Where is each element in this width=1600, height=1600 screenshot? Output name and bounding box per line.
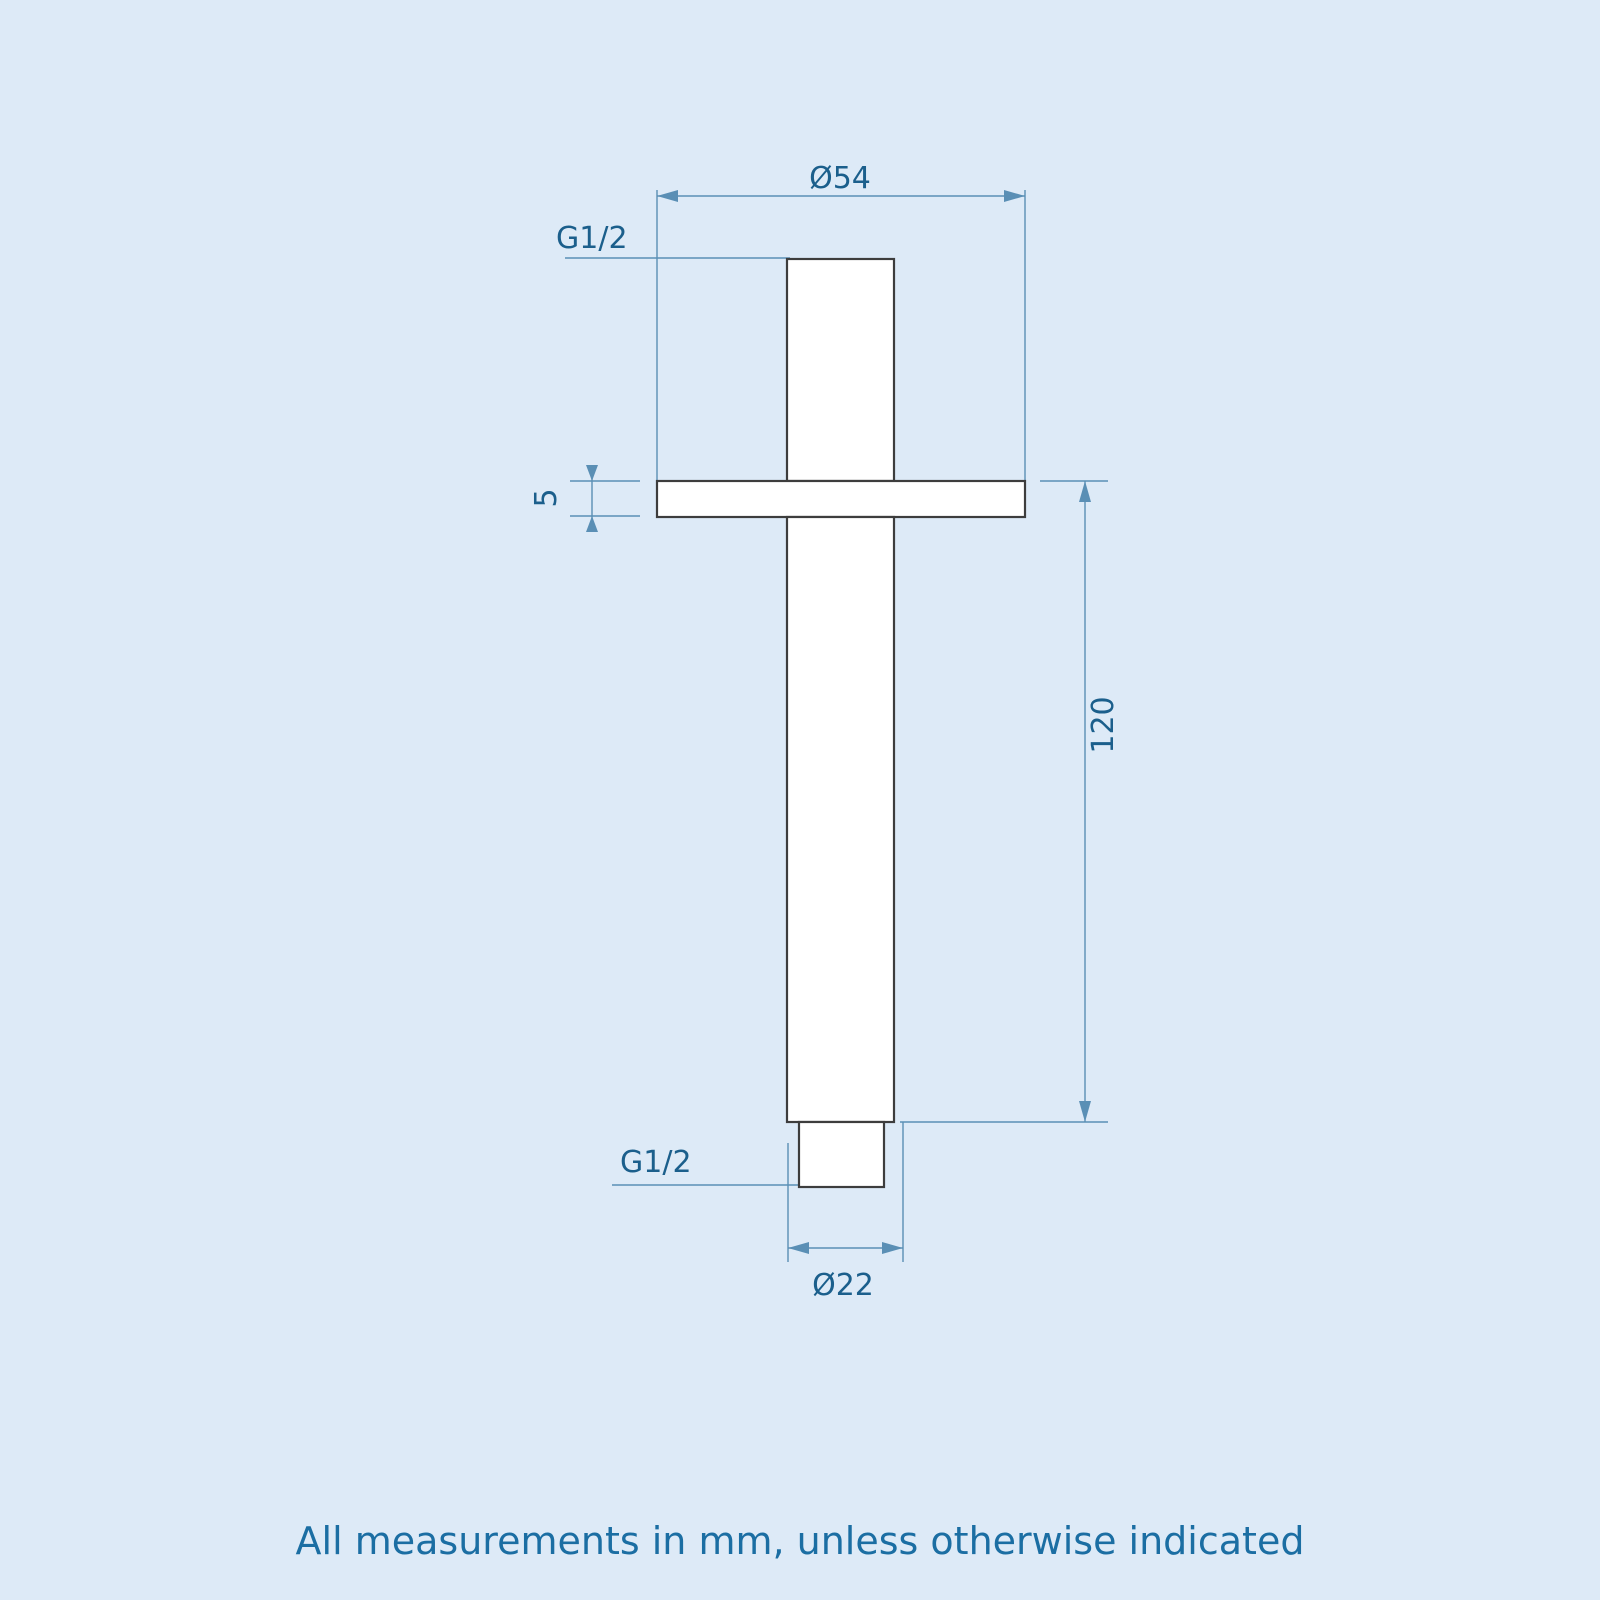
dimension-length — [900, 481, 1108, 1122]
outlet-spigot — [799, 1122, 884, 1187]
label-length: 120 — [1086, 696, 1121, 754]
measurement-caption: All measurements in mm, unless otherwise indicated — [295, 1519, 1305, 1563]
label-bottom-thread: G1/2 — [620, 1145, 692, 1180]
label-flange-thickness: 5 — [529, 488, 564, 508]
upper-tube — [787, 259, 894, 481]
label-top-thread: G1/2 — [556, 221, 628, 256]
flange-plate — [657, 481, 1025, 517]
arm-body — [787, 517, 894, 1122]
label-top-diameter: Ø54 — [809, 161, 871, 196]
label-bottom-diameter: Ø22 — [812, 1268, 874, 1303]
dimension-flange-thickness — [570, 465, 640, 532]
